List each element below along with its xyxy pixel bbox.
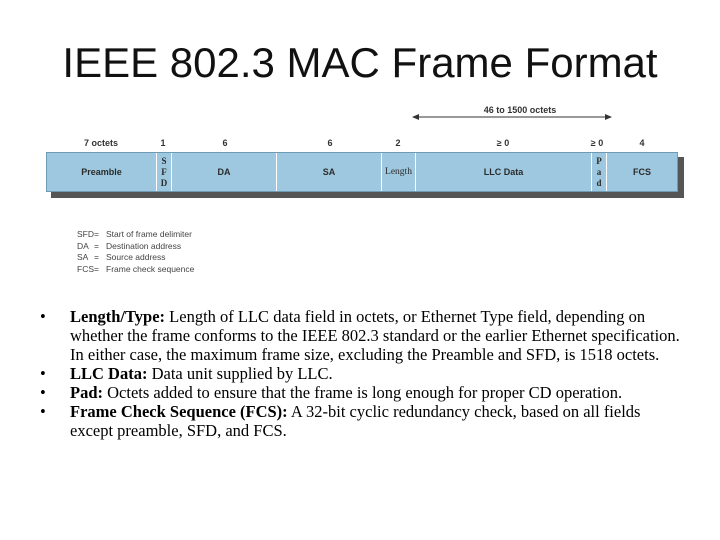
bullet-term: Length/Type: (70, 307, 166, 326)
bullet-item-fcs (40, 402, 680, 440)
legend-abbr: SA (77, 252, 89, 262)
legend-equals: = (94, 252, 99, 262)
octets-llc-data: ≥ 0 (496, 138, 510, 148)
field-pad-letter: d (596, 177, 602, 188)
legend-equals: = (94, 229, 99, 239)
field-sa: SA (277, 153, 382, 191)
legend-equals: = (94, 240, 99, 251)
bullet-term: Frame Check Sequence (FCS): (70, 402, 288, 421)
legend-row (77, 241, 194, 253)
legend-abbr: DA (77, 240, 89, 251)
field-sfd-letter: D (160, 177, 168, 188)
field-sfd-letter: S (161, 155, 167, 166)
bullet-term: Pad: (70, 383, 103, 402)
span-label: 46 to 1500 octets (483, 105, 557, 115)
legend-abbr: SFD (77, 229, 94, 239)
legend-text: Destination address (106, 240, 182, 251)
field-pad-letter: a (596, 166, 602, 177)
bullet-text: Data unit supplied by LLC. (147, 364, 333, 383)
legend-row (77, 252, 194, 264)
bullet-text: Octets added to ensure that the frame is long enough for proper CD operation. (103, 383, 623, 402)
field-pad-letter: P (596, 155, 602, 166)
span-arrow (412, 112, 612, 122)
octets-pad: ≥ 0 (590, 138, 604, 148)
slide-title: IEEE 802.3 MAC Frame Format (62, 39, 658, 86)
field-length: Length (382, 153, 416, 191)
abbreviation-legend (77, 229, 194, 275)
frame-fields (46, 152, 678, 192)
octets-da: 6 (222, 138, 228, 148)
octets-preamble: 7 octets (83, 138, 118, 148)
bullet-text: A 32-bit cyclic redundancy check, based on all fields except preamble, SFD, and FCS. (70, 402, 641, 440)
octets-sfd: 1 (160, 138, 166, 148)
octets-fcs: 4 (639, 138, 645, 148)
bullet-item-length-type (40, 307, 680, 364)
bullet-dot: • (40, 364, 46, 383)
field-sfd-letter: F (161, 166, 167, 177)
legend-text: Source address (106, 252, 166, 262)
legend-row (77, 264, 194, 276)
legend-row (77, 229, 194, 241)
bullet-item-pad (40, 383, 680, 402)
field-preamble: Preamble (47, 153, 157, 191)
octets-sa: 6 (327, 138, 333, 148)
bullet-dot: • (40, 383, 46, 402)
legend-equals: = (94, 263, 99, 274)
octets-length: 2 (395, 138, 401, 148)
field-llc-data: LLC Data (416, 153, 592, 191)
legend-abbr: FCS (77, 263, 94, 274)
bullet-term: LLC Data: (70, 364, 148, 383)
bullet-list (40, 307, 680, 440)
field-pad (592, 153, 607, 191)
bullet-item-llc-data (40, 364, 680, 383)
field-da: DA (172, 153, 277, 191)
legend-text: Start of frame delimiter (106, 229, 192, 239)
bullet-dot: • (40, 307, 46, 326)
legend-text: Frame check sequence (106, 263, 195, 274)
field-fcs: FCS (633, 167, 651, 177)
field-sfd (157, 153, 172, 191)
bullet-dot: • (40, 402, 46, 421)
bullet-text: Length of LLC data field in octets, or Ethernet Type field, depending on whether the frame conforms to the IEEE 802.3 standard or the earlier Ethernet specification. In either case, the maximum frame size, excluding the Preamble and SFD, is 1518 octets. (70, 307, 680, 364)
